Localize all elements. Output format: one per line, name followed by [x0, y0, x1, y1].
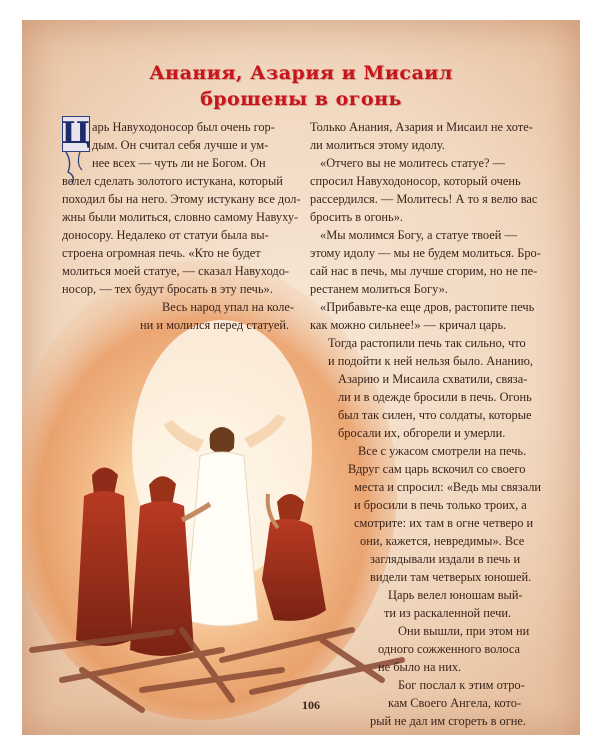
left-line-11: Весь народ упал на коле- — [162, 300, 295, 314]
right-line-7: «Мы молимся Богу, а статуе твоей — — [320, 228, 517, 242]
right-line-27: Царь велел юношам вый- — [388, 588, 523, 602]
right-line-30: одного сожженного волоса — [378, 642, 521, 656]
left-line-9: молиться моей статуе, — сказал Навуходо- — [62, 264, 290, 278]
left-line-5: походил бы на него. Этому истукану все дол- — [62, 192, 301, 206]
right-line-1: Только Анания, Азария и Мисаил не хоте- — [310, 120, 533, 134]
right-line-9: сай нас в печь, мы лучше сгорим, но не пе- — [310, 264, 538, 278]
right-line-6: бросить в огонь». — [310, 210, 403, 224]
right-line-19: Все с ужасом смотрели на печь. — [358, 444, 527, 458]
right-line-28: ти из раскаленной печи. — [384, 606, 512, 620]
drop-cap: Ц — [61, 116, 91, 151]
left-line-8: строена огромная печь. «Кто не будет — [62, 246, 261, 260]
right-line-10: рестанем молиться Богу». — [310, 282, 448, 296]
right-line-31: не было на них. — [378, 660, 462, 674]
right-line-24: они, кажется, невредимы». Все — [360, 534, 525, 548]
right-line-12: как можно сильнее!» — кричал царь. — [310, 318, 507, 332]
page-title-line-1: Анания, Азария и Мисаил — [149, 62, 453, 84]
right-line-13: Тогда растопили печь так сильно, что — [328, 336, 526, 350]
left-line-4: велел сделать золотого истукана, который — [62, 174, 283, 188]
right-line-25: заглядывали издали в печь и — [370, 552, 521, 566]
right-line-5: рассердился. — Молитесь! А то я велю вас — [310, 192, 538, 206]
left-line-2: дым. Он считал себя лучше и ум- — [92, 138, 269, 152]
right-line-18: бросали их, обгорели и умерли. — [338, 426, 506, 440]
right-line-34: рый не дал им сгореть в огне. — [370, 714, 527, 728]
right-line-32: Бог послал к этим отро- — [398, 678, 525, 692]
left-line-7: доносору. Недалеко от статуи была вы- — [62, 228, 269, 242]
right-line-11: «Прибавьте-ка еще дров, растопите печь — [320, 300, 535, 314]
left-line-10: носор, — тех будут бросать в эту печь». — [62, 282, 273, 296]
right-line-3: «Отчего вы не молитесь статуе? — — [320, 156, 506, 170]
right-line-21: места и спросил: «Ведь мы связали — [354, 480, 542, 494]
right-line-4: спросил Навуходоносор, который очень — [310, 174, 521, 188]
left-line-12: ни и молился перед статуей. — [140, 318, 290, 332]
page-number: 106 — [302, 698, 320, 712]
right-line-29: Они вышли, при этом ни — [398, 624, 530, 638]
right-line-20: Вдруг сам царь вскочил со своего — [348, 462, 526, 476]
right-line-14: и подойти к ней нельзя было. Ананию, — [328, 354, 534, 368]
right-line-26: видели там четверых юношей. — [370, 570, 532, 584]
right-line-23: смотрите: их там в огне четверо и — [354, 516, 534, 530]
right-line-8: этому идолу — мы не будем молиться. Бро- — [310, 246, 541, 260]
left-line-6: жны были молиться, словно самому Навуху- — [62, 210, 299, 224]
right-line-2: ли молиться этому идолу. — [310, 138, 445, 152]
book-page — [22, 20, 580, 735]
left-line-1: арь Навуходоносор был очень гор- — [92, 120, 275, 134]
left-line-3: нее всех — чуть ли не Богом. Он — [92, 156, 266, 170]
right-line-16: ли и в одежде бросили в печь. Огонь — [338, 390, 532, 404]
right-line-15: Азарию и Мисаила схватили, связа- — [338, 372, 528, 386]
right-line-17: был так силен, что солдаты, которые — [338, 408, 532, 422]
right-line-33: кам Своего Ангела, кото- — [388, 696, 522, 710]
page-title-line-2: брошены в огонь — [200, 88, 402, 110]
right-line-22: и бросили в печь только троих, а — [354, 498, 527, 512]
